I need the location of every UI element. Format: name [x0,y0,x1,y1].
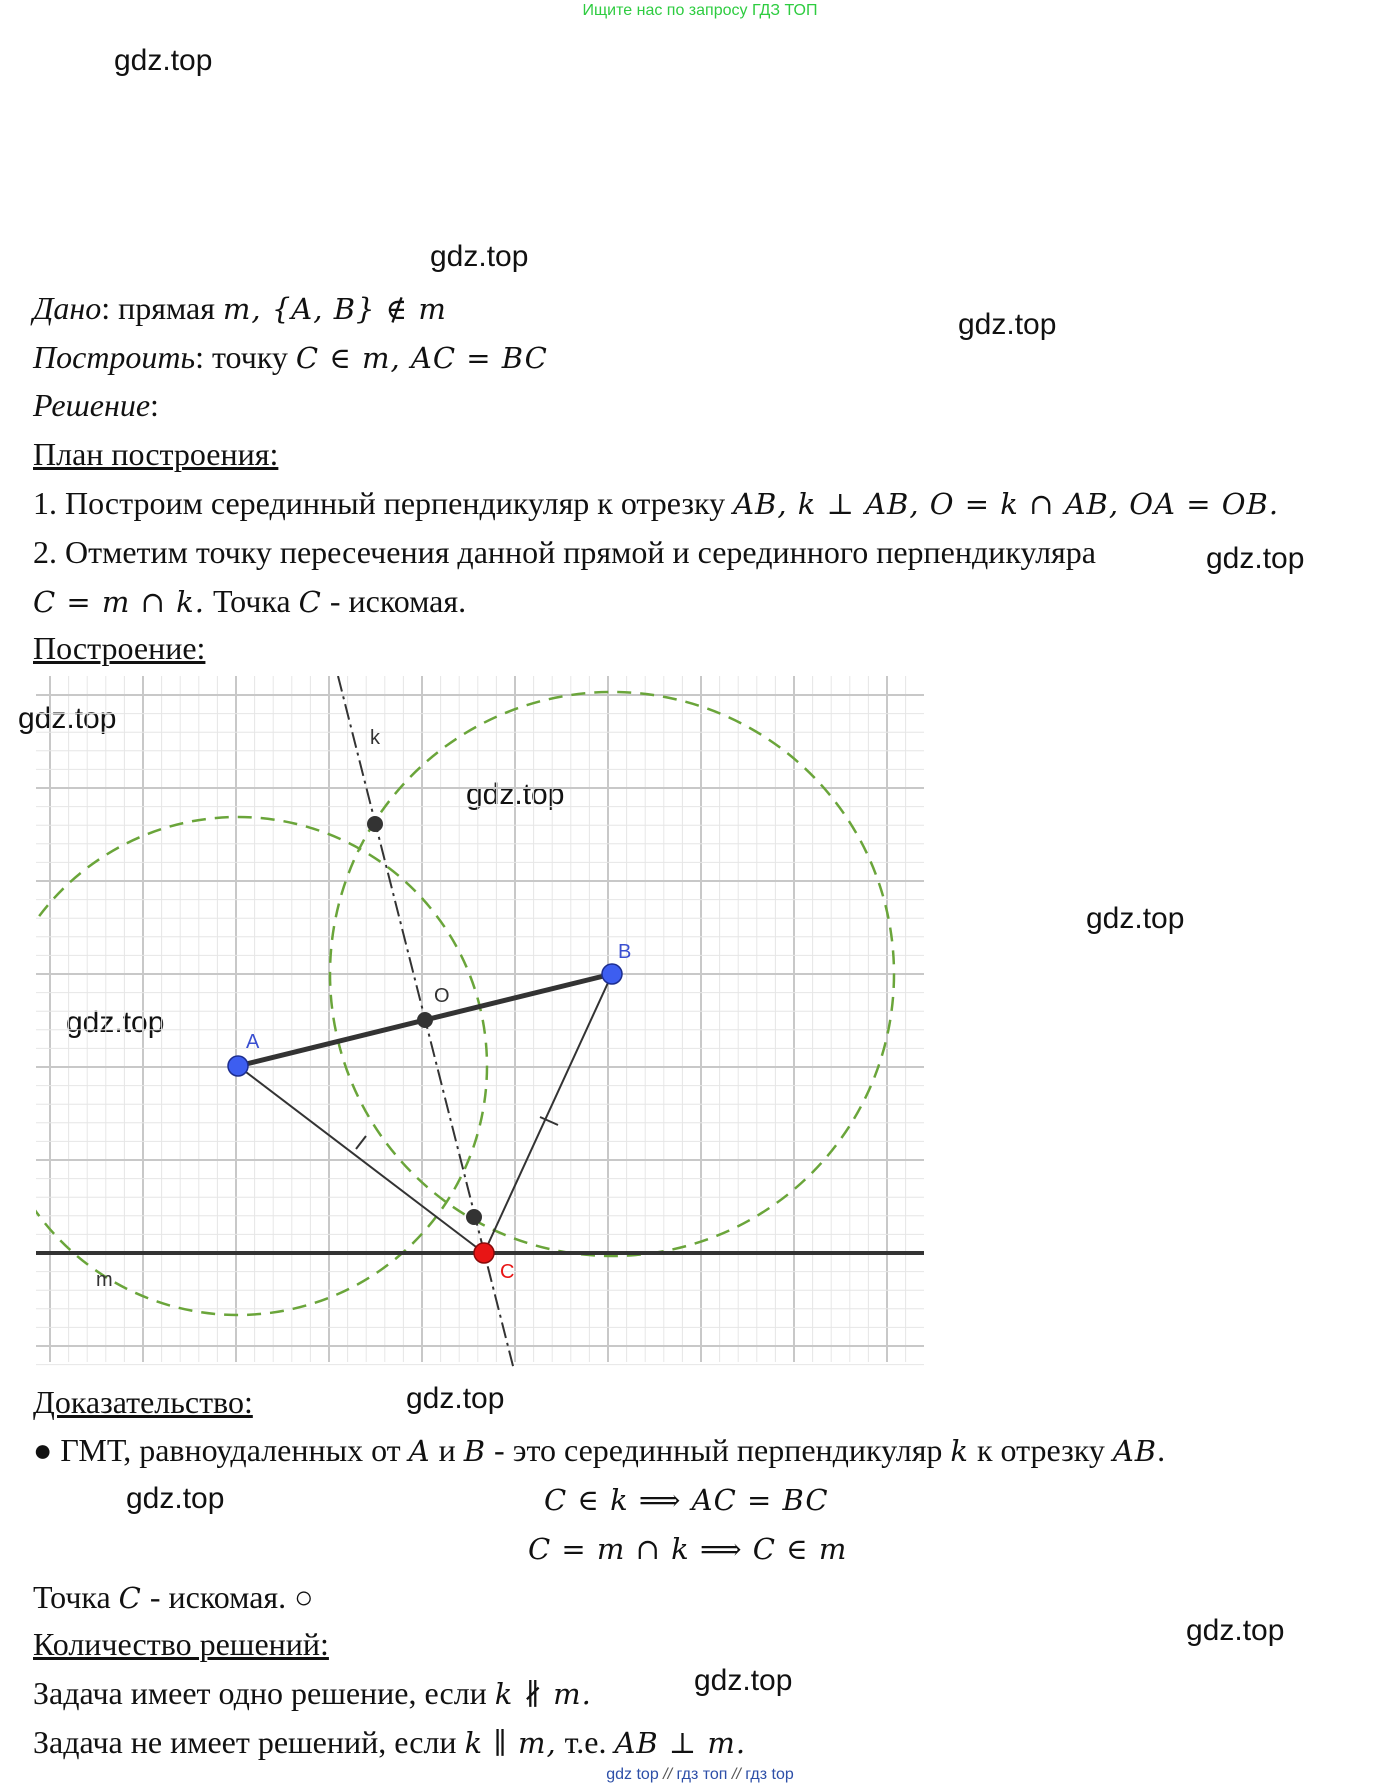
count-heading: Количество решений: [33,1626,329,1662]
proof-conclusion-var: C [118,1581,142,1615]
proof-bullet-text-3: к отрезку [969,1432,1113,1468]
construct-math: C ∈ m, AC = BC [295,341,548,375]
proof-conclusion-text: Точка [33,1579,119,1615]
footer-link-1[interactable]: gdz top [606,1766,659,1783]
footer-link-2[interactable]: гдз топ [676,1766,728,1783]
count-none-math-2: AB ⊥ m. [614,1726,747,1760]
footer-separator: // [731,1766,741,1783]
plan-heading: План построения: [33,436,279,472]
watermark: gdz.top [1206,542,1305,575]
tick-ac [356,1136,366,1149]
solution-line [33,385,159,425]
given-math: m, {A, B} ∉ m [222,292,447,326]
proof-eq1-text: C ∈ k ⟹ AC = BC [544,1483,829,1517]
solution-label: Решение [33,387,151,423]
plan-step-1-math: AB, k ⊥ AB, O = k ∩ AB, OA = OB. [733,487,1280,521]
label-k: k [370,727,380,749]
plan-step-2: 2. Отметим точку пересечения данной прямой и серединного перпендикуляра [33,534,1096,570]
watermark: gdz.top [430,240,529,273]
construct-label: Построить [33,339,196,375]
proof-var-a: A [408,1434,431,1468]
point-c [474,1243,494,1263]
count-one-math: k ∦ m. [494,1677,592,1711]
solution-suffix: : [150,387,159,423]
watermark: gdz.top [406,1382,505,1415]
segment-bc [484,974,612,1253]
count-one-solution [33,1673,592,1714]
construction-heading: Построение: [33,630,206,666]
proof-var-b: B [463,1434,487,1468]
label-m: m [96,1269,113,1291]
proof-equation-2 [528,1528,847,1569]
construction-figure [36,676,924,1370]
top-banner[interactable]: Ищите нас по запросу ГДЗ ТОП [582,2,818,19]
plan-step-1 [33,483,1279,524]
plan-step-2-tail: Точка [204,583,299,619]
proof-bullet-end: . [1157,1432,1166,1468]
count-one-text: Задача имеет одно решение, если [33,1675,495,1711]
footer-links [0,1766,1400,1784]
watermark: gdz.top [126,1482,225,1515]
proof-var-k: k [950,1434,969,1468]
watermark: gdz.top [114,44,213,77]
construct-line [33,337,548,378]
plan-step-2-var: C [298,585,322,619]
label-b: B [618,941,632,963]
given-line [33,288,447,329]
count-none-text: Задача не имеет решений, если [33,1724,465,1760]
proof-conclusion [33,1577,313,1618]
construct-text: : точку [195,339,296,375]
label-o: O [434,985,450,1007]
plan-step-1-text: 1. Построим серединный перпендикуляр к отрезку [33,485,734,521]
point-o [417,1012,433,1028]
count-none-math: k ∥ m, [464,1726,557,1760]
given-label: Дано [33,290,102,326]
watermark: gdz.top [958,308,1057,341]
watermark: gdz.top [1186,1614,1285,1647]
proof-and: и [430,1432,464,1468]
proof-equation-1 [544,1479,829,1520]
footer-link-3[interactable]: гдз top [745,1766,794,1783]
given-text: : прямая [101,290,223,326]
proof-var-ab: AB [1112,1434,1158,1468]
plan-step-2-math: C = m ∩ k. [33,585,205,619]
proof-heading: Доказательство: [33,1384,253,1420]
plan-step-2-cont [33,581,466,622]
watermark: gdz.top [1086,902,1185,935]
footer-separator: // [663,1766,673,1783]
watermark: gdz.top [66,1006,165,1039]
plan-step-2-tail-end: - искомая. [321,583,467,619]
watermark: gdz.top [466,778,565,811]
count-none-text-2: т.е. [556,1724,615,1760]
watermark: gdz.top [18,702,117,735]
intersection-point-bottom [466,1209,482,1225]
watermark: gdz.top [694,1664,793,1697]
count-no-solution [33,1722,746,1763]
proof-bullet-text: ● ГМТ, равноудаленных от [33,1432,409,1468]
proof-conclusion-end: - искомая. ○ [141,1579,314,1615]
proof-eq2-text: C = m ∩ k ⟹ C ∈ m [528,1532,848,1566]
proof-bullet-text-2: - это серединный перпендикуляр [486,1432,951,1468]
label-c: C [500,1261,515,1283]
point-a [228,1056,248,1076]
proof-bullet [33,1430,1165,1471]
intersection-point-top [367,816,383,832]
point-b [602,964,622,984]
label-a: A [246,1031,260,1053]
